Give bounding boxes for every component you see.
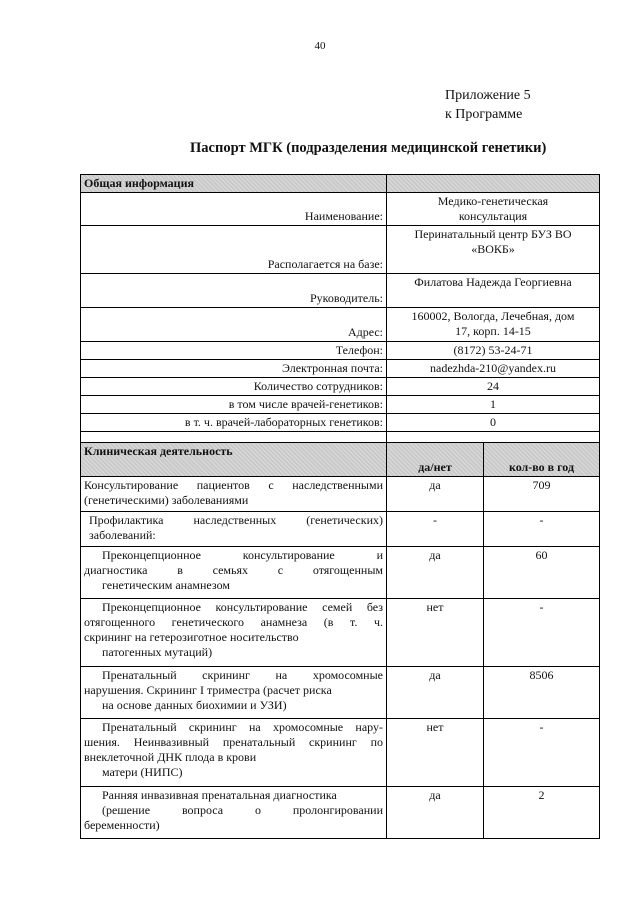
activity-yes-no: да: [387, 477, 484, 512]
table-row: [81, 667, 600, 719]
description-line: Преконцепционное консультирование семей без: [102, 600, 383, 614]
description-line: Преконцепционное консультирование и: [102, 548, 383, 562]
description-line: генетическим анамнезом: [102, 578, 230, 592]
activity-description: [81, 787, 387, 839]
field-label-geneticists: в том числе врачей-генетиков:: [81, 396, 387, 414]
table-row: [81, 342, 600, 360]
field-value-phone: (8172) 53-24-71: [387, 342, 600, 360]
activity-yes-no: да: [387, 547, 484, 599]
field-value-staff: 24: [387, 378, 600, 396]
general-header-blank: [387, 175, 600, 193]
activity-count: 2: [484, 787, 600, 839]
description-line: Профилактика наследственных (генетических): [89, 513, 383, 527]
column-header-count: кол-во в год: [484, 443, 600, 477]
description-line: Пренатальный скрининг на хромосомные нару-: [102, 720, 383, 734]
field-value-email: nadezhda-210@yandex.ru: [387, 360, 600, 378]
activity-description: [81, 477, 387, 512]
field-label-head: Руководитель:: [81, 274, 387, 308]
description-line: Пренатальный скрининг на хромосомные: [102, 668, 383, 682]
activity-description: [81, 547, 387, 599]
appendix-line-1: Приложение 5: [445, 88, 531, 103]
table-row: [81, 787, 600, 839]
activity-count: -: [484, 719, 600, 787]
general-header-row: [81, 175, 600, 193]
description-line: шения. Неинвазивный пренатальный скрининг по: [84, 735, 383, 749]
value-line: Перинатальный центр БУЗ ВО: [414, 227, 572, 241]
value-line: Филатова Надежда Георгиевна: [414, 275, 572, 289]
field-value-head: [387, 274, 600, 308]
table-row: [81, 599, 600, 667]
field-value-lab-geneticists: 0: [387, 414, 600, 432]
table-row: [81, 226, 600, 274]
description-line: скрининг на гетерозиготное носительство: [84, 630, 299, 644]
description-line: Консультирование пациентов с наследственными: [84, 478, 383, 492]
activity-yes-no: нет: [387, 599, 484, 667]
value-line: консультация: [458, 209, 528, 223]
description-line: внеклеточной ДНК плода в крови: [84, 750, 257, 764]
appendix-note: [445, 86, 531, 124]
table-row: [81, 193, 600, 226]
field-label-staff: Количество сотрудников:: [81, 378, 387, 396]
description-line: Ранняя инвазивная пренатальная диагностика: [102, 788, 337, 802]
description-line: (решение вопроса о пролонгировании: [102, 803, 383, 817]
activity-count: -: [484, 599, 600, 667]
table-row: [81, 360, 600, 378]
field-label-email: Электронная почта:: [81, 360, 387, 378]
description-line: отягощенного генетического анамнеза (в т. ч.: [84, 615, 383, 629]
general-header: Общая информация: [81, 175, 387, 193]
table-row: [81, 396, 600, 414]
activity-yes-no: нет: [387, 719, 484, 787]
field-label-phone: Телефон:: [81, 342, 387, 360]
table-row: [81, 414, 600, 432]
table-row: [81, 547, 600, 599]
value-line: 160002, Вологда, Лечебная, дом: [411, 309, 575, 323]
activity-description: [81, 512, 387, 547]
activity-count: 8506: [484, 667, 600, 719]
table-row: [81, 512, 600, 547]
field-label-lab-geneticists: в т. ч. врачей-лабораторных генетиков:: [81, 414, 387, 432]
field-value-base: [387, 226, 600, 274]
activity-description: [81, 667, 387, 719]
field-value-name: [387, 193, 600, 226]
field-value-geneticists: 1: [387, 396, 600, 414]
clinical-header: Клиническая деятельность: [81, 443, 387, 477]
document-title: Паспорт МГК (подразделения медицинcкой генетики): [190, 140, 547, 156]
description-line: диагностика в семьях с отягощенным: [84, 563, 383, 577]
clinical-header-row: [81, 443, 600, 477]
description-line: (генетическими) заболеваниями: [84, 493, 249, 507]
activity-count: 60: [484, 547, 600, 599]
clinical-activity-table: [80, 442, 600, 839]
activity-yes-no: да: [387, 787, 484, 839]
column-header-yes-no: да/нет: [387, 443, 484, 477]
appendix-line-2: к Программе: [445, 107, 523, 122]
activity-yes-no: да: [387, 667, 484, 719]
description-line: беременности): [84, 818, 160, 832]
description-line: нарушения. Скрининг I триместра (расчет риска: [84, 683, 332, 697]
value-line: Медико-генетическая: [437, 194, 549, 208]
table-row: [81, 308, 600, 342]
table-row: [81, 719, 600, 787]
activity-description: [81, 599, 387, 667]
value-line: «ВОКБ»: [471, 242, 515, 256]
field-label-name: Наименование:: [81, 193, 387, 226]
field-label-base: Располагается на базе:: [81, 226, 387, 274]
description-line: заболеваний:: [89, 528, 156, 542]
page-number: 40: [314, 40, 326, 52]
table-row: [81, 274, 600, 308]
description-line: патогенных мутаций): [102, 645, 213, 659]
general-info-table: [80, 174, 600, 447]
table-row: [81, 477, 600, 512]
description-line: матери (НИПС): [102, 765, 183, 779]
field-value-address: [387, 308, 600, 342]
field-label-address: Адрес:: [81, 308, 387, 342]
activity-count: -: [484, 512, 600, 547]
value-line: 17, корп. 14-15: [455, 324, 531, 338]
activity-description: [81, 719, 387, 787]
table-row: [81, 378, 600, 396]
activity-yes-no: -: [387, 512, 484, 547]
activity-count: 709: [484, 477, 600, 512]
description-line: на основе данных биохимии и УЗИ): [102, 698, 287, 712]
